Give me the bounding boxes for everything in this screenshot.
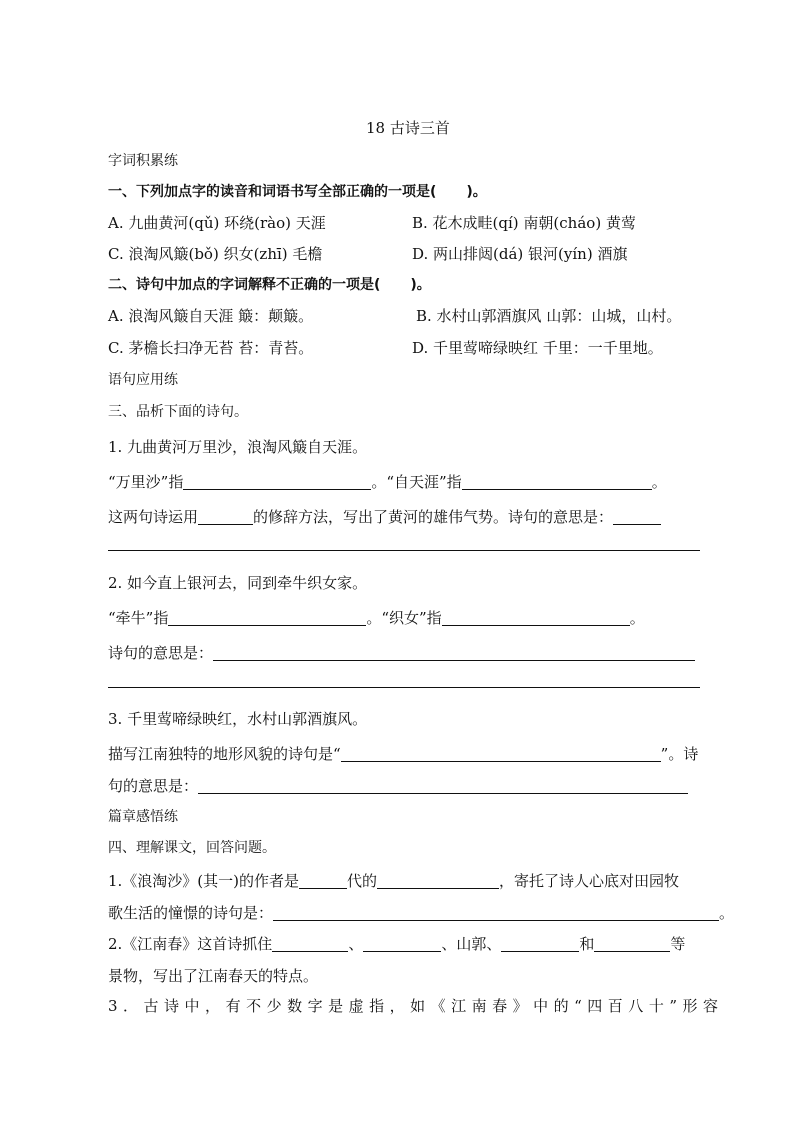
q3-2-end: 。 xyxy=(629,609,645,627)
page-title: 18 古诗三首 xyxy=(366,119,450,137)
q3-3-label-b: ”。诗 xyxy=(660,745,699,763)
poem-line-3: 3. 千里莺啼绿映红，水村山郭酒旗风。 xyxy=(108,710,368,728)
answer-line[interactable] xyxy=(108,550,700,551)
q3-2-row-a xyxy=(108,608,645,628)
q3-1-end: 。 xyxy=(651,473,667,491)
question-1-stem-text: 一、下列加点字的读音和词语书写全部正确的一项是( xyxy=(108,184,437,200)
q3-1-label-c: 这两句诗运用 xyxy=(108,508,199,526)
q4-2-sep: 、 xyxy=(348,935,364,953)
q4-1-row-b xyxy=(108,903,734,923)
answer-blank[interactable] xyxy=(198,508,253,525)
q3-2-row-b xyxy=(108,643,695,663)
answer-blank[interactable] xyxy=(594,935,670,952)
answer-blank[interactable] xyxy=(442,609,630,626)
q4-1-label-d: 歌生活的憧憬的诗句是： xyxy=(108,904,274,922)
q4-2-sep: 、山郭、 xyxy=(441,935,502,953)
q4-1-row-a xyxy=(108,871,679,891)
answer-blank[interactable] xyxy=(363,935,441,952)
q3-3-label-c: 句的意思是： xyxy=(108,777,199,795)
question-2-option-b: B. 水村山郭酒旗风 山郭：山城，山村。 xyxy=(416,307,682,325)
section-heading-sentence: 语句应用练 xyxy=(108,372,178,388)
poem-line-2: 2. 如今直上银河去，同到牵牛织女家。 xyxy=(108,574,368,592)
q3-2-label-a: “牵牛”指 xyxy=(108,609,169,627)
q3-1-label-d: 的修辞方法，写出了黄河的雄伟气势。诗句的意思是： xyxy=(253,508,614,526)
answer-blank[interactable] xyxy=(462,473,652,490)
answer-blank[interactable] xyxy=(377,872,499,889)
question-2-option-a: A. 浪淘风簸自天涯 簸：颠簸。 xyxy=(108,307,314,325)
q4-2-row-a xyxy=(108,934,685,954)
question-4-stem: 四、理解课文，回答问题。 xyxy=(108,840,276,856)
q3-3-row-b xyxy=(108,776,688,796)
question-2-option-d: D. 千里莺啼绿映红 千里：一千里地。 xyxy=(412,339,663,357)
answer-blank[interactable] xyxy=(299,872,347,889)
q3-1-row-b xyxy=(108,507,661,527)
q3-3-label-a: 描写江南独特的地形风貌的诗句是“ xyxy=(108,745,341,763)
q3-1-row-a xyxy=(108,472,667,492)
q3-1-label-a: “万里沙”指 xyxy=(108,473,184,491)
question-2-stem-text: 二、诗句中加点的字词解释不正确的一项是( xyxy=(108,277,381,293)
question-1-option-b: B. 花木成畦(qí) 南朝(cháo) 黄莺 xyxy=(412,214,636,232)
answer-blank[interactable] xyxy=(198,777,688,794)
section-heading-vocab: 字词积累练 xyxy=(108,153,178,169)
q4-1-label-c: ，寄托了诗人心底对田园牧 xyxy=(499,872,680,890)
question-3-stem: 三、品析下面的诗句。 xyxy=(108,404,248,420)
answer-line[interactable] xyxy=(108,687,700,688)
answer-blank[interactable] xyxy=(183,473,371,490)
question-1-option-c: C. 浪淘风簸(bǒ) 织女(zhī) 毛檐 xyxy=(108,245,323,263)
question-1-option-d: D. 两山排闼(dá) 银河(yín) 酒旗 xyxy=(412,245,628,263)
question-2-stem xyxy=(108,275,431,295)
q4-1-end: 。 xyxy=(719,904,735,922)
question-1-stem-end: )。 xyxy=(466,184,487,200)
question-2-option-c: C. 茅檐长扫净无苔 苔：青苔。 xyxy=(108,339,314,357)
answer-blank[interactable] xyxy=(613,508,661,525)
section-heading-comprehension: 篇章感悟练 xyxy=(108,809,178,825)
q4-2-row-b: 景物，写出了江南春天的特点。 xyxy=(108,967,319,985)
q4-3-row-a: 3．古诗中，有不少数字是虚指，如《江南春》中的“四百八十”形容 xyxy=(108,997,718,1015)
q3-2-label-c: 诗句的意思是： xyxy=(108,644,214,662)
q4-1-label-b: 代的 xyxy=(347,872,378,890)
q3-3-row-a xyxy=(108,744,698,764)
answer-blank[interactable] xyxy=(213,644,695,661)
q4-2-label-a: 2.《江南春》这首诗抓住 xyxy=(108,935,273,953)
answer-blank[interactable] xyxy=(341,745,661,762)
answer-blank[interactable] xyxy=(272,935,348,952)
q4-1-label-a: 1.《浪淘沙》(其一)的作者是 xyxy=(108,872,300,890)
answer-blank[interactable] xyxy=(501,935,579,952)
poem-line-1: 1. 九曲黄河万里沙，浪淘风簸自天涯。 xyxy=(108,438,368,456)
question-2-stem-end: )。 xyxy=(410,277,431,293)
answer-blank[interactable] xyxy=(168,609,366,626)
q3-2-label-b: 。“织女”指 xyxy=(366,609,442,627)
question-1-option-a: A. 九曲黄河(qǔ) 环绕(rào) 天涯 xyxy=(108,214,326,232)
q3-1-label-b: 。“自天涯”指 xyxy=(371,473,462,491)
answer-blank[interactable] xyxy=(273,904,719,921)
q4-2-sep: 等 xyxy=(670,935,686,953)
q4-2-sep: 和 xyxy=(579,935,595,953)
question-1-stem xyxy=(108,182,487,202)
